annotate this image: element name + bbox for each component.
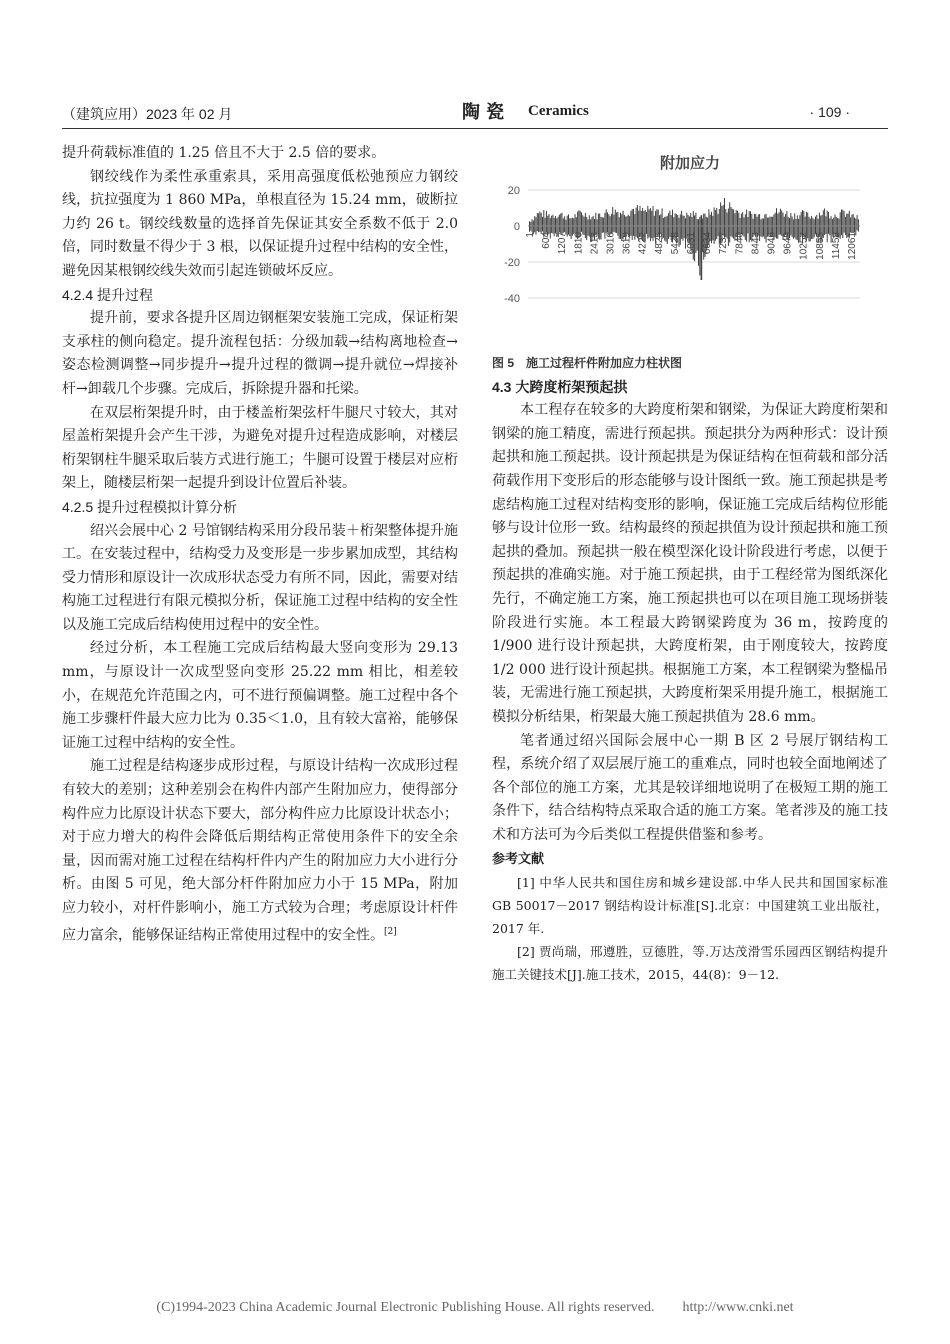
stress-bar: [633, 209, 634, 236]
stress-bar: [586, 217, 587, 240]
right-column: [492, 142, 888, 986]
stress-bar: [779, 212, 780, 234]
figure-5: [492, 142, 888, 352]
journal-title-en: Ceramics: [528, 103, 589, 119]
stress-bar: [571, 218, 572, 239]
stress-bar: [551, 216, 552, 233]
stress-bar: [650, 208, 651, 241]
stress-bar: [546, 211, 547, 233]
stress-bar: [731, 207, 732, 236]
stress-bar: [627, 216, 628, 233]
paragraph: 提升荷载标准值的 1.25 倍且不大于 2.5 倍的要求。: [62, 145, 386, 161]
journal-title-cn: 陶瓷: [462, 102, 510, 123]
stress-bar: [539, 211, 540, 231]
stress-bar: [603, 218, 604, 233]
stress-bar: [682, 215, 683, 240]
page-number: · 109 ·: [809, 104, 850, 120]
stress-bar: [741, 214, 742, 234]
journal-issue: （建筑应用）2023 年 02 月: [62, 106, 233, 122]
stress-bar: [542, 217, 543, 232]
x-tick-label: 2413: [589, 232, 601, 255]
stress-bar: [634, 214, 635, 240]
stress-bar: [541, 213, 542, 234]
stress-bar: [828, 212, 829, 234]
stress-bar: [747, 217, 748, 233]
stress-bar: [854, 218, 855, 232]
stress-bar: [612, 207, 613, 233]
stress-bar: [754, 214, 755, 234]
stress-bar: [811, 216, 812, 239]
stress-bar: [780, 209, 781, 235]
stress-bar: [581, 213, 582, 232]
stress-bar: [716, 208, 717, 239]
paragraph: 经过分析，本工程施工完成后结构最大竖向变形为 29.13 mm，与原设计一次成型竖向变形 25.22 mm 相比，相差较小，在规范允许范围之内，可不进行预偏调整。施工过程中各个施工步骤杆件最大应力比为 0.35＜1.0，且有较大富裕，能够保证施工过程中结构的安全性。: [62, 640, 458, 751]
paragraph: 绍兴会展中心 2 号馆钢结构采用分段吊装＋桁架整体提升施工。在安装过程中，结构受力及变形是一步步累加成型，其结构受力情形和原设计一次成形状态受力有所不同，因此，需要对结构施工过程进行有限元模拟分析，保证施工过程中结构的安全性以及施工完成后结构使用过程中的安全性。: [62, 522, 458, 633]
x-tick-label: 4825: [653, 232, 665, 255]
stress-bar: [575, 214, 576, 233]
stress-bar: [742, 212, 743, 235]
stress-bar: [810, 219, 811, 242]
stress-bar: [617, 212, 618, 236]
stress-bar: [538, 213, 539, 232]
figure-caption: 图 5 施工过程杆件附加应力柱状图: [492, 356, 683, 370]
stress-bar: [582, 215, 583, 234]
stress-bar: [614, 215, 615, 232]
stress-bar: [606, 209, 607, 233]
x-tick-label: 1810: [573, 232, 585, 255]
copyright-footer: (C)1994-2023 China Academic Journal Electronic Publishing House. All rights reserved. http://www.cnki.net: [156, 1300, 794, 1315]
stress-bar: [660, 214, 661, 234]
x-tick-label: 12061: [847, 232, 858, 260]
reference-2: [2] 贾尚瑞，邢遵胜，豆德胜，等.万达茂滑雪乐园西区钢结构提升施工关键技术[J].施工技术，2015，44(8)：9－12.: [492, 944, 888, 983]
stress-bar: [607, 212, 608, 232]
stress-bar: [825, 216, 826, 234]
stress-bar: [640, 206, 641, 236]
stress-bar: [656, 209, 657, 235]
stress-bar: [666, 217, 667, 242]
section-heading-4-3: 4.3 大跨度桁架预起拱: [492, 378, 628, 395]
x-tick-label: 10252: [798, 232, 810, 260]
page-header: [62, 98, 888, 129]
stress-bar: [555, 216, 556, 233]
paragraph: 提升前，要求各提升区周边钢框架安装施工完成，保证桁架支承柱的侧向稳定。提升流程包括：分级加载→结构离地检查→姿态检测调整→同步提升→提升过程的微调→提升就位→焊接补杆→卸载几个步骤。完成后，拆除提升器和托梁。: [62, 310, 458, 397]
stress-bar: [651, 211, 652, 238]
stress-bar: [602, 217, 603, 233]
left-column: [62, 142, 458, 948]
stress-bar: [562, 213, 563, 235]
stress-bar: [794, 213, 795, 237]
x-tick-label: 3619: [621, 232, 633, 255]
stress-bar: [797, 215, 798, 240]
x-tick-label: 6634: [702, 232, 714, 255]
stress-bar: [559, 215, 560, 233]
x-tick-label: 6031: [686, 232, 697, 255]
paragraph: [62, 755, 458, 947]
stress-bar: [857, 215, 858, 230]
stress-bar: [815, 217, 816, 235]
stress-bar: [615, 210, 616, 233]
stress-bar: [554, 218, 555, 236]
y-tick-label: -20: [504, 257, 520, 269]
stress-bar: [569, 218, 570, 236]
stress-bar: [537, 213, 538, 231]
stress-bar: [724, 198, 725, 238]
stress-bar: [715, 210, 716, 241]
stress-bar: [611, 214, 612, 234]
x-tick-label: 8443: [750, 232, 762, 255]
stress-bar: [824, 208, 825, 235]
x-tick-label: 1: [525, 232, 536, 238]
x-tick-label: 9649: [782, 232, 794, 255]
x-tick-label: 3016: [605, 232, 617, 255]
stress-bar: [764, 214, 765, 238]
stress-bar: [723, 205, 724, 235]
stress-bar-chart: [492, 178, 888, 348]
stress-bar: [681, 211, 682, 239]
stress-bar: [595, 213, 596, 235]
stress-bar: [649, 209, 650, 237]
stress-bar: [842, 210, 843, 238]
stress-bar: [835, 214, 836, 234]
x-tick-label: 11458: [830, 232, 842, 260]
x-tick-label: 7840: [734, 231, 746, 255]
stress-bar: [636, 208, 637, 237]
stress-bar: [763, 219, 764, 237]
x-tick-label: 604: [541, 232, 553, 249]
section-heading-4-2-5: 4.2.5 提升过程模拟计算分析: [62, 498, 238, 515]
paragraph: 笔者通过绍兴国际会展中心一期 B 区 2 号展厅钢结构工程，系统介绍了双层展厅施工的重难点，同时也较全面地阐述了各个部位的施工方案，尤其是较详细地说明了在极短工期的施工条件下，结合结构特点采取合适的施工方案。笔者涉及的施工技术和方法可为今后类似工程提供借鉴和参考。: [492, 732, 888, 843]
x-tick-label: 9046: [766, 232, 778, 255]
stress-bar: [601, 217, 602, 239]
stress-bar: [667, 216, 668, 244]
x-tick-label: 1207: [557, 232, 569, 255]
stress-bar: [552, 215, 553, 234]
stress-bar: [844, 211, 845, 233]
reference-1: [1] 中华人民共和国住房和城乡建设部.中华人民共和国国家标准 GB 50017－2017 钢结构设计标准[S].北京：中国建筑工业出版社，2017 年.: [492, 875, 888, 937]
stress-bar: [568, 214, 569, 234]
stress-bar: [549, 214, 550, 234]
x-tick-label: 4222: [637, 232, 649, 255]
paragraph-text: 施工过程是结构逐步成形过程，与原设计结构一次成形过程有较大的差别；这种差别会在构件内部产生附加应力，使得部分构件应力比原设计状态下要大，部分构件应力比原设计状态小；对于应力增大的构件会降低后期结构正常使用条件下的安全余量，因而需对施工过程在结构杆件内产生的附加应力大小进行分析。由图 5 可见，绝大部分杆件附加应力小于 15 MPa，附加应力较小，对杆件影响小，施工方式较为合理；考虑原设计杆件应力富余，能够保证结构正常使用过程中的安全性。: [62, 758, 458, 944]
stress-bar: [796, 219, 797, 240]
stress-bar: [812, 218, 813, 239]
stress-bar: [588, 219, 589, 235]
stress-bar: [597, 219, 598, 234]
chart-title: 附加应力: [659, 155, 720, 172]
stress-bar: [851, 214, 852, 233]
stress-bar: [585, 213, 586, 238]
stress-bar: [858, 219, 859, 231]
x-tick-label: 7237: [718, 232, 730, 255]
paragraph: 钢绞线作为柔性承重索具，采用高强度低松弛预应力钢绞线，抗拉强度为 1 860 MPa，单根直径为 15.24 mm，破断拉力约 26 t。钢绞线数量的选择首先保证其安全系数不低于 2.0 倍，同时数量不得少于 3 根，以保证提升过程中结构的安全性，避免因某根钢绞线失效而引起连锁破坏反应。: [62, 168, 458, 279]
stress-bar: [738, 213, 739, 235]
stress-bar: [658, 210, 659, 236]
stress-bar: [729, 202, 730, 242]
stress-bar: [762, 218, 763, 237]
paragraph: 在双层桁架提升时，由于楼盖桁架弦杆牛腿尺寸较大，其对屋盖桁架提升会产生干涉，为避免对提升过程造成影响，对楼层桁架钢柱牛腿采取后装方式进行施工；牛腿可设置于楼层对应桁架上，随楼层桁架一起提升到设计位置后补装。: [62, 404, 458, 492]
section-heading-4-2-4: 4.2.4 提升过程: [62, 286, 154, 303]
stress-bar: [619, 217, 620, 239]
stress-bar: [534, 216, 535, 232]
stress-bar: [610, 216, 611, 234]
y-tick-label: 0: [513, 221, 520, 233]
stress-bar: [616, 212, 617, 233]
citation-ref: [2]: [384, 926, 397, 937]
stress-bar: [646, 212, 647, 234]
stress-bar: [850, 217, 851, 232]
paragraph: 本工程存在较多的大跨度桁架和钢梁，为保证大跨度桁架和钢梁的施工精度，需进行预起拱。预起拱分为两种形式：设计预起拱和施工预起拱。设计预起拱是为保证结构在恒荷载和部分活荷载作用下变形后的形态能够与设计图纸一致。施工预起拱是考虑结构施工过程对结构变形的影响，保证施工完成后结构位形能够与设计位形一致。结构最终的预起拱值为设计预起拱和施工预起拱的叠加。预起拱一般在模型深化设计阶段进行考虑，以便于预起拱的准确实施。对于施工预起拱，由于工程经常为图纸深化先行，不确定施工方案，施工预起拱也可以在项目施工现场拼装阶段进行实施。本工程最大跨钢梁跨度为 36 m，按跨度的 1/900 进行设计预起拱，大跨度桁架，由于刚度较大，按跨度 1/2 000 进行设计预起拱。根据施工方案，本工程钢梁为整榀吊装，无需进行施工预起拱，大跨度桁架采用提升施工，根据施工模拟分析结果，桁架最大施工预起拱值为 28.6 mm。: [492, 402, 888, 725]
stress-bar: [684, 216, 685, 238]
stress-bar: [853, 214, 854, 233]
stress-bar: [732, 209, 733, 238]
y-tick-label: -40: [504, 293, 520, 305]
stress-bar: [564, 216, 565, 232]
stress-bar: [841, 210, 842, 236]
references-title: 参考文献: [492, 851, 545, 867]
x-tick-label: 5428: [669, 232, 681, 255]
stress-bar: [790, 213, 791, 235]
stress-bar: [785, 214, 786, 235]
y-tick-label: 20: [507, 185, 520, 197]
stress-bar: [560, 214, 561, 234]
x-tick-label: 10855: [814, 232, 826, 260]
